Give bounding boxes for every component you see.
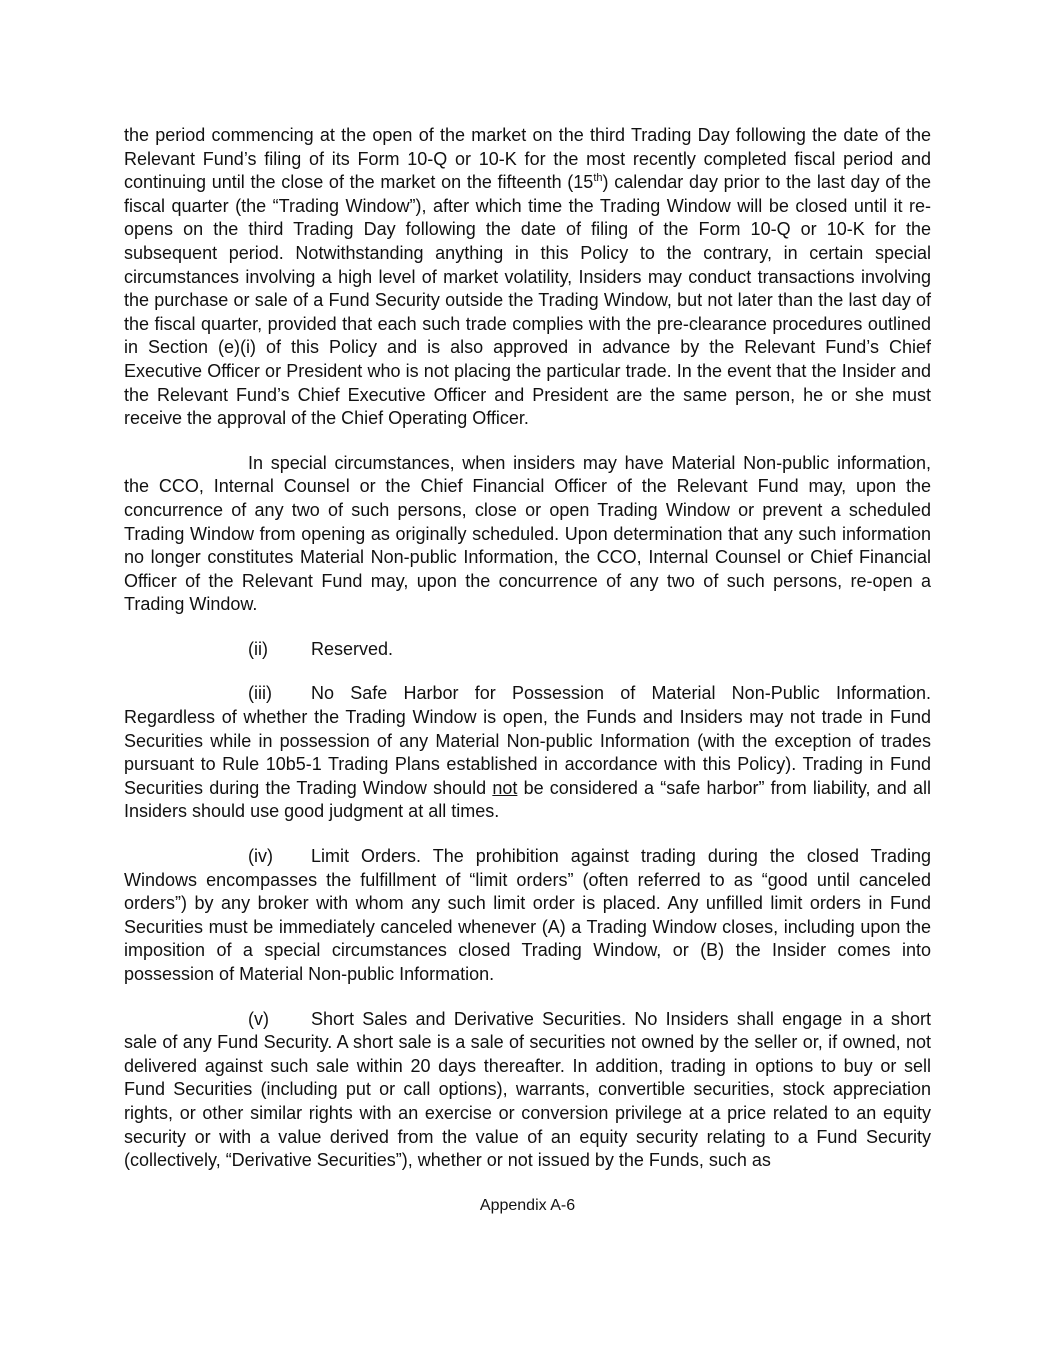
paragraph-text: ) calendar day prior to the last day of the fiscal quarter (the “Trading Window”), after which time the Trading Window will be closed until it re-opens on the third Trading Day following the date of filing of the Form 10-Q or 10-K for the subsequent period. Notwithstanding anything in this Policy to the contrary, in certain special circumstances involving a high level of market volatility, Insiders may conduct transactions involving the purchase or sale of a Fund Security outside the Trading Window, but not later than the last day of the fiscal quarter, provided that each such trade complies with the pre-clearance procedures outlined in Section (e)(i) of this Policy and is also approved in advance by the Relevant Fund’s Chief Executive Officer or President who is not placing the particular trade. In the event that the Insider and the Relevant Fund’s Chief Executive Officer and President are the same person, he or she must receive the approval of the Chief Operating Officer. <box>124 172 931 429</box>
page-footer: Appendix A-6 <box>479 1197 576 1214</box>
section-iii <box>124 682 931 824</box>
section-text: No Insiders shall engage in a short sale of any Fund Security. A short sale is a sale of securities not owned by the seller or, if owned, not delivered against such sale within 20 days thereafter. In addition, trading in options to buy or sell Fund Securities (including put or call options), warrants, convertible securities, stock appreciation rights, or other similar rights with an exercise or conversion privilege at a price related to an equity security or with a value derived from the value of an equity security relating to a Fund Security (collectively, “Derivative Securities”), whether or not issued by the Funds, such as <box>124 1008 931 1171</box>
section-v <box>124 1008 931 1173</box>
section-text: The prohibition against trading during the closed Trading Windows encompasses the fulfillment of “limit orders” (often referred to as “good until canceled orders”) by any broker with whom any such limit order is placed. Any unfilled limit orders in Fund Securities must be immediately canceled whenever (A) a Trading Window closes, including upon the imposition of a special circumstances closed Trading Window, or (B) the Insider comes into possession of Material Non-public Information. <box>124 846 931 984</box>
ordinal-superscript: th <box>593 172 603 185</box>
document-body <box>124 124 931 1194</box>
section-ii <box>124 638 931 662</box>
section-number: (ii) <box>248 638 268 659</box>
underlined-word: not <box>492 777 518 798</box>
section-title: Reserved. <box>311 638 394 659</box>
section-number: (iv) <box>248 846 273 867</box>
section-title: Limit Orders. <box>311 846 422 867</box>
paragraph-trading-window <box>124 124 931 431</box>
section-text: be considered a “safe harbor” from liability, and all Insiders should use good judgment at all times. <box>124 777 931 822</box>
section-title: Short Sales and Derivative Securities. <box>311 1008 627 1029</box>
section-iv <box>124 845 931 987</box>
section-title: No Safe Harbor for Possession of Material Non-Public Information. <box>311 683 931 704</box>
paragraph-text: the period commencing at the open of the market on the third Trading Day following the date of the Relevant Fund’s filing of its Form 10-Q or 10-K for the most recently completed fiscal period and continuing until the close of the market on the fifteenth (15 <box>124 125 931 193</box>
paragraph-special-circumstances: In special circumstances, when insiders may have Material Non-public information, the CCO, Internal Counsel or the Chief Financial Officer of the Relevant Fund may, upon the concurrence of any two of such persons, close or open Trading Window or prevent a scheduled Trading Window from opening as originally scheduled. Upon determination that any such information no longer constitutes Material Non-public Information, the CCO, Internal Counsel or Chief Financial Officer of the Relevant Fund may, upon the concurrence of any two of such persons, re-open a Trading Window. <box>124 452 931 615</box>
section-number: (iii) <box>248 683 272 704</box>
section-number: (v) <box>248 1008 269 1029</box>
section-text: Regardless of whether the Trading Window is open, the Funds and Insiders may not trade in Fund Securities while in possession of any Material Non-public Information (with the exception of trades pursuant to Rule 10b5-1 Trading Plans established in accordance with this Policy). Trading in Fund Securities during the Trading Window should <box>124 707 931 798</box>
